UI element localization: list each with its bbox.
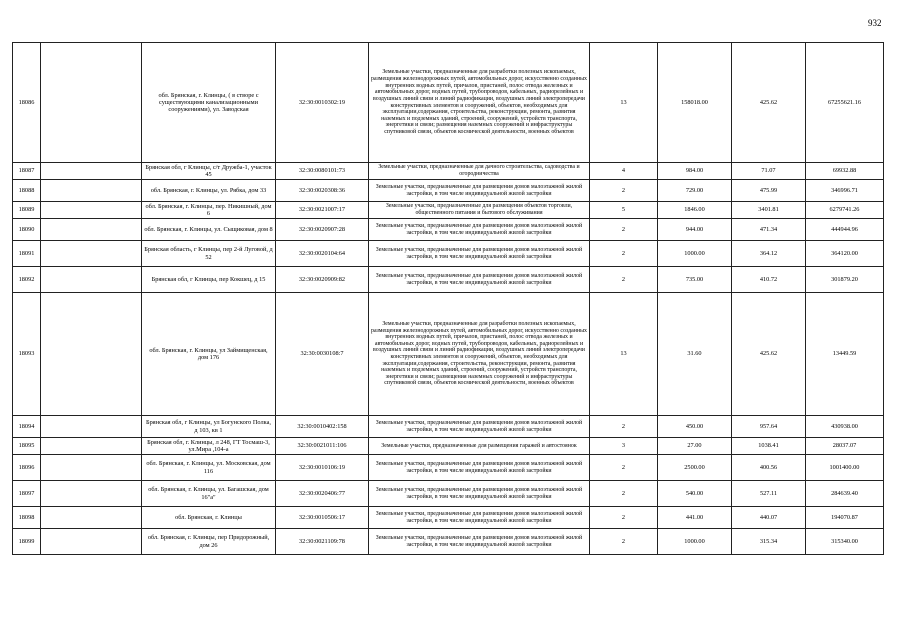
table-row	[13, 241, 884, 267]
cell-group: 13	[590, 293, 658, 416]
cell-rate: 3401.81	[732, 202, 806, 219]
cell-group: 2	[590, 241, 658, 267]
cell-id: 18096	[13, 455, 41, 481]
cell-blank	[41, 163, 142, 180]
cell-rate: 425.62	[732, 43, 806, 163]
cell-group: 2	[590, 455, 658, 481]
cell-group: 13	[590, 43, 658, 163]
cell-rate: 425.62	[732, 293, 806, 416]
cell-rate: 410.72	[732, 267, 806, 293]
cell-address: обл. Брянская, г. Клинцы, ул. Багашская, дом 16"а"	[142, 481, 276, 507]
cell-id: 18095	[13, 438, 41, 455]
cell-address: обл. Брянская, г. Клинцы	[142, 507, 276, 529]
table-row	[13, 219, 884, 241]
table-row	[13, 267, 884, 293]
cell-area: 735.00	[658, 267, 732, 293]
cell-id: 18094	[13, 416, 41, 438]
cell-cadastral: 32:30:0080101:73	[276, 163, 369, 180]
cell-cadastral: 32:30:0010106:19	[276, 455, 369, 481]
cell-value: 1001400.00	[806, 455, 884, 481]
cell-cadastral: 32:30:0021011:106	[276, 438, 369, 455]
cell-use: Земельные участки, предназначенные для размещения домов малоэтажной жилой застройки, в том числе индивидуальной жилой застройки	[369, 455, 590, 481]
cell-group: 2	[590, 180, 658, 202]
cell-blank	[41, 507, 142, 529]
cell-address: обл. Брянская, г. Клинцы, пер. Никишный, дом 6	[142, 202, 276, 219]
cell-blank	[41, 43, 142, 163]
cell-address: обл. Брянская, г. Клинцы, ул. Рябка, дом 33	[142, 180, 276, 202]
cell-area: 158018.00	[658, 43, 732, 163]
cell-blank	[41, 293, 142, 416]
cell-area: 441.00	[658, 507, 732, 529]
cell-id: 18099	[13, 529, 41, 555]
cell-use: Земельные участки, предназначенные для размещения домов малоэтажной жилой застройки, в том числе индивидуальной жилой застройки	[369, 529, 590, 555]
cell-rate: 1038.41	[732, 438, 806, 455]
cell-rate: 471.34	[732, 219, 806, 241]
table-row	[13, 507, 884, 529]
cell-cadastral: 32:30:0020406:77	[276, 481, 369, 507]
cell-rate: 400.56	[732, 455, 806, 481]
cell-cadastral: 32:30:0010302:19	[276, 43, 369, 163]
cell-rate: 440.07	[732, 507, 806, 529]
cell-value: 364120.00	[806, 241, 884, 267]
cell-group: 2	[590, 529, 658, 555]
cell-cadastral: 32:30:0010506:17	[276, 507, 369, 529]
cell-cadastral: 32:30:0020104:64	[276, 241, 369, 267]
table-row	[13, 293, 884, 416]
table-row	[13, 438, 884, 455]
cell-area: 944.00	[658, 219, 732, 241]
table-row	[13, 202, 884, 219]
cell-id: 18086	[13, 43, 41, 163]
cell-id: 18097	[13, 481, 41, 507]
cell-value: 69932.88	[806, 163, 884, 180]
cell-address: Брянская обл, г Клинцы, с/т Дружба-1, участок 45	[142, 163, 276, 180]
cell-cadastral: 32:30:0020907:28	[276, 219, 369, 241]
cell-id: 18098	[13, 507, 41, 529]
cell-value: 444944.96	[806, 219, 884, 241]
cell-cadastral: 32:30:0021007:17	[276, 202, 369, 219]
cell-group: 2	[590, 219, 658, 241]
cell-use: Земельные участки, предназначенные для размещения домов малоэтажной жилой застройки, в том числе индивидуальной жилой застройки	[369, 416, 590, 438]
cell-group: 2	[590, 481, 658, 507]
cadastral-value-table	[12, 42, 884, 555]
cell-id: 18090	[13, 219, 41, 241]
cell-area: 984.00	[658, 163, 732, 180]
cell-group: 2	[590, 416, 658, 438]
cell-id: 18092	[13, 267, 41, 293]
cell-rate: 364.12	[732, 241, 806, 267]
cell-value: 13449.59	[806, 293, 884, 416]
cell-address: обл. Брянская, г. Клинцы, ( в створе с существующими канализационными сооружениями), ул. Заводская	[142, 43, 276, 163]
cell-use: Земельные участки, предназначенные для размещения домов малоэтажной жилой застройки, в том числе индивидуальной жилой застройки	[369, 481, 590, 507]
table-row	[13, 416, 884, 438]
cell-blank	[41, 529, 142, 555]
cell-value: 430938.00	[806, 416, 884, 438]
cell-use: Земельные участки, предназначенные для разработки полезных ископаемых, размещения железнодорожных путей, автомобильных дорог, искусственно созданных внутренних водных путей, причалов, пристаней, полос отвода железных и автомобильных дорог, водных путей, трубопроводов, кабельных, радиорелейных и воздушных линий связи и линий радиофикации, воздушных линий электропередачи конструктивных элементов и сооружений, объектов, необходимых для эксплуатации,содержания, строительства, реконструкции, ремонта, развития наземных и подземных зданий, строений, сооружений, устройств транспорта, энергетики и связи; размещения наземных сооружений и инфраструктуры спутниковой связи, объектов космической деятельности, военных объектов	[369, 293, 590, 416]
cell-rate: 71.07	[732, 163, 806, 180]
table-row	[13, 43, 884, 163]
cell-value: 6279741.26	[806, 202, 884, 219]
cell-use: Земельные участки, предназначенные для размещения объектов торговли, общественного питания и бытового обслуживания	[369, 202, 590, 219]
cell-cadastral: 32:30:0030108:7	[276, 293, 369, 416]
cell-area: 31.60	[658, 293, 732, 416]
cell-value: 284639.40	[806, 481, 884, 507]
cell-use: Земельные участки, предназначенные для размещения домов малоэтажной жилой застройки, в том числе индивидуальной жилой застройки	[369, 241, 590, 267]
cell-group: 2	[590, 267, 658, 293]
cell-cadastral: 32:30:0010402:158	[276, 416, 369, 438]
cell-value: 301879.20	[806, 267, 884, 293]
cell-value: 28037.07	[806, 438, 884, 455]
cell-blank	[41, 416, 142, 438]
cell-area: 729.00	[658, 180, 732, 202]
cell-area: 1000.00	[658, 529, 732, 555]
cell-rate: 475.99	[732, 180, 806, 202]
cell-id: 18093	[13, 293, 41, 416]
cell-area: 1846.00	[658, 202, 732, 219]
cell-value: 346996.71	[806, 180, 884, 202]
cell-area: 540.00	[658, 481, 732, 507]
cell-address: обл. Брянская, г. Клинцы, пер Придорожный, дом 26	[142, 529, 276, 555]
table-row	[13, 529, 884, 555]
cell-blank	[41, 455, 142, 481]
cell-area: 2500.00	[658, 455, 732, 481]
cell-id: 18088	[13, 180, 41, 202]
cell-use: Земельные участки, предназначенные для размещения гаражей и автостоянок	[369, 438, 590, 455]
cell-group: 5	[590, 202, 658, 219]
cell-id: 18087	[13, 163, 41, 180]
cell-rate: 957.64	[732, 416, 806, 438]
cell-address: обл. Брянская, г. Клинцы, ул. Московская, дом 116	[142, 455, 276, 481]
cell-use: Земельные участки, предназначенные для размещения домов малоэтажной жилой застройки, в том числе индивидуальной жилой застройки	[369, 180, 590, 202]
cell-use: Земельные участки, предназначенные для дачного строительства, садоводства и огородничества	[369, 163, 590, 180]
table-row	[13, 163, 884, 180]
cell-address: Брянская обл, г Клинцы, пер Кокшец, д 15	[142, 267, 276, 293]
cell-address: обл. Брянская, г. Клинцы, ул Займищенская, дом 176	[142, 293, 276, 416]
cell-area: 27.00	[658, 438, 732, 455]
cell-address: Брянская область, г Клинцы, пер 2-й Луговой, д 52	[142, 241, 276, 267]
cell-cadastral: 32:30:0021109:78	[276, 529, 369, 555]
cell-blank	[41, 180, 142, 202]
cell-id: 18091	[13, 241, 41, 267]
cell-value: 315340.00	[806, 529, 884, 555]
cell-blank	[41, 438, 142, 455]
cell-address: Брянская обл, г. Клинцы, л 248, ГТ Тосмаш-3, ул.Мира ,104-а	[142, 438, 276, 455]
cell-use: Земельные участки, предназначенные для разработки полезных ископаемых, размещения железнодорожных путей, автомобильных дорог, искусственно созданных внутренних водных путей, причалов, пристаней, полос отвода железных и автомобильных дорог, водных путей, трубопроводов, кабельных, радиорелейных и воздушных линий связи и линий радиофикации, воздушных линий электропередачи конструктивных элементов и сооружений, объектов, необходимых для эксплуатации,содержания, строительства, реконструкции, ремонта, развития наземных и подземных зданий, строений, сооружений, устройств транспорта, энергетики и связи; размещения наземных сооружений и инфраструктуры спутниковой связи, объектов космической деятельности, военных объектов	[369, 43, 590, 163]
cell-blank	[41, 481, 142, 507]
cell-area: 1000.00	[658, 241, 732, 267]
cell-blank	[41, 241, 142, 267]
cell-value: 67255621.16	[806, 43, 884, 163]
cell-blank	[41, 202, 142, 219]
cell-group: 2	[590, 507, 658, 529]
cell-use: Земельные участки, предназначенные для размещения домов малоэтажной жилой застройки, в том числе индивидуальной жилой застройки	[369, 507, 590, 529]
cell-area: 450.00	[658, 416, 732, 438]
table-row	[13, 455, 884, 481]
cell-rate: 315.34	[732, 529, 806, 555]
cell-rate: 527.11	[732, 481, 806, 507]
cell-address: обл. Брянская, г. Клинцы, ул. Сыщиковая, дом 8	[142, 219, 276, 241]
page-number: 932	[868, 18, 882, 28]
cell-blank	[41, 219, 142, 241]
cell-group: 3	[590, 438, 658, 455]
cell-address: Брянская обл, г Клинцы, ул Богунского Полка, д 103, кв 1	[142, 416, 276, 438]
table-row	[13, 180, 884, 202]
cell-blank	[41, 267, 142, 293]
cell-value: 194070.87	[806, 507, 884, 529]
cell-use: Земельные участки, предназначенные для размещения домов малоэтажной жилой застройки, в том числе индивидуальной жилой застройки	[369, 219, 590, 241]
table-row	[13, 481, 884, 507]
cell-id: 18089	[13, 202, 41, 219]
cell-group: 4	[590, 163, 658, 180]
cell-cadastral: 32:30:0020909:82	[276, 267, 369, 293]
cell-use: Земельные участки, предназначенные для размещения домов малоэтажной жилой застройки, в том числе индивидуальной жилой застройки	[369, 267, 590, 293]
cell-cadastral: 32:30:0020308:36	[276, 180, 369, 202]
